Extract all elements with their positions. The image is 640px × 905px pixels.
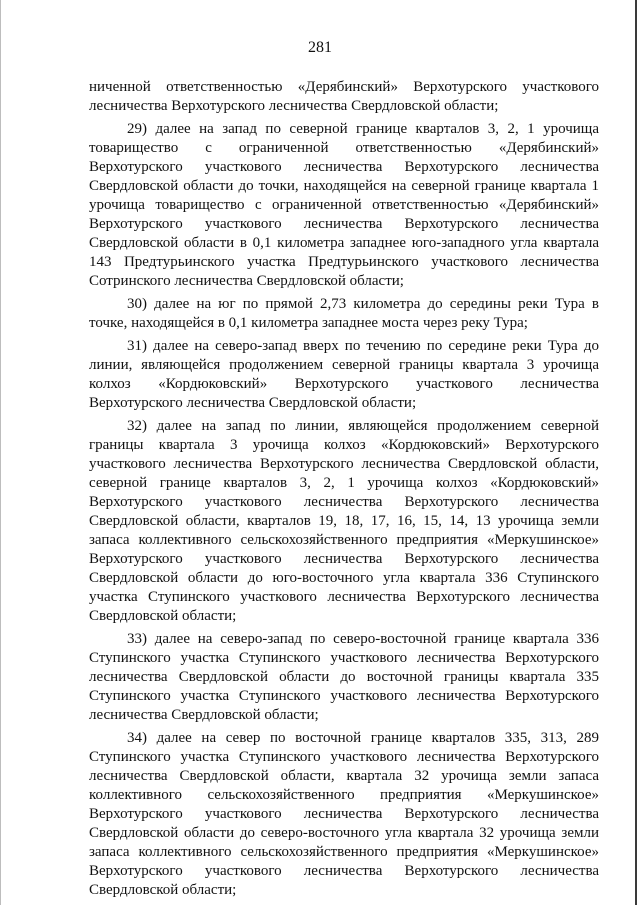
paragraph-31: 31) далее на северо-запад вверх по течению по середине реки Тура до линии, являющейся продолжением северной границы квартала 3 урочища колхоз «Кордюковский» Верхотурского участкового лесничества Верхотурского лесничества Свердловской области; (89, 338, 599, 411)
paragraph-continuation: ниченной ответственностью «Дерябинский» Верхотурского участкового лесничества Верхотурского лесничества Свердловской области; (89, 79, 599, 114)
paragraph-34: 34) далее на север по восточной границе кварталов 335, 313, 289 Ступинского участка Ступинского участкового лесничества Верхотурского лесничества Свердловской области, квартала 32 урочища земли запаса коллективного сельскохозяйственного предприятия «Меркушинское» Верхотурского участкового лесничества Верхотурского лесничества Свердловской области до северо-восточного угла квартала 32 урочища земли запаса коллективного сельскохозяйственного предприятия «Меркушинское» Верхотурского участкового лесничества Верхотурского лесничества Свердловской области; (89, 730, 599, 898)
paragraph-32: 32) далее на запад по линии, являющейся продолжением северной границы квартала 3 урочища колхоз «Кордюковский» Верхотурского участкового лесничества Верхотурского лесничества Свердловской области, северной границе кварталов 3, 2, 1 урочища колхоз «Кордюковский» Верхотурского участкового лесничества Верхотурского лесничества Свердловской области, кварталов 19, 18, 17, 16, 15, 14, 13 урочища земли запаса коллективного сельскохозяйственного предприятия «Меркушинское» Верхотурского участкового лесничества Верхотурского лесничества Свердловской области до юго-восточного угла квартала 336 Ступинского участка Ступинского участкового лесничества Верхотурского лесничества Свердловской области; (89, 418, 599, 624)
paragraph-33: 33) далее на северо-запад по северо-восточной границе квартала 336 Ступинского участка Ступинского участкового лесничества Верхотурского лесничества Свердловской области до восточной границы квартала 335 Ступинского участка Ступинского участкового лесничества Верхотурского лесничества Свердловской области; (89, 631, 599, 723)
document-body (89, 78, 599, 904)
paragraph-30: 30) далее на юг по прямой 2,73 километра до середины реки Тура в точке, находящейся в 0,1 километра западнее моста через реку Тура; (89, 296, 599, 331)
scan-edge-left (0, 0, 1, 905)
scan-edge-right (635, 0, 637, 905)
paragraph-29: 29) далее на запад по северной границе кварталов 3, 2, 1 урочища товарищество с ограниченной ответственностью «Дерябинский» Верхотурского участкового лесничества Верхотурского лесничества Свердловской области до точки, находящейся на северной границе квартала 1 урочища товарищество с ограниченной ответственностью «Дерябинский» Верхотурского участкового лесничества Верхотурского лесничества Свердловской области в 0,1 километра западнее юго-западного угла квартала 143 Предтурьинского участка Предтурьинского участкового лесничества Сотринского лесничества Свердловской области; (89, 121, 599, 289)
page-number: 281 (308, 39, 332, 56)
